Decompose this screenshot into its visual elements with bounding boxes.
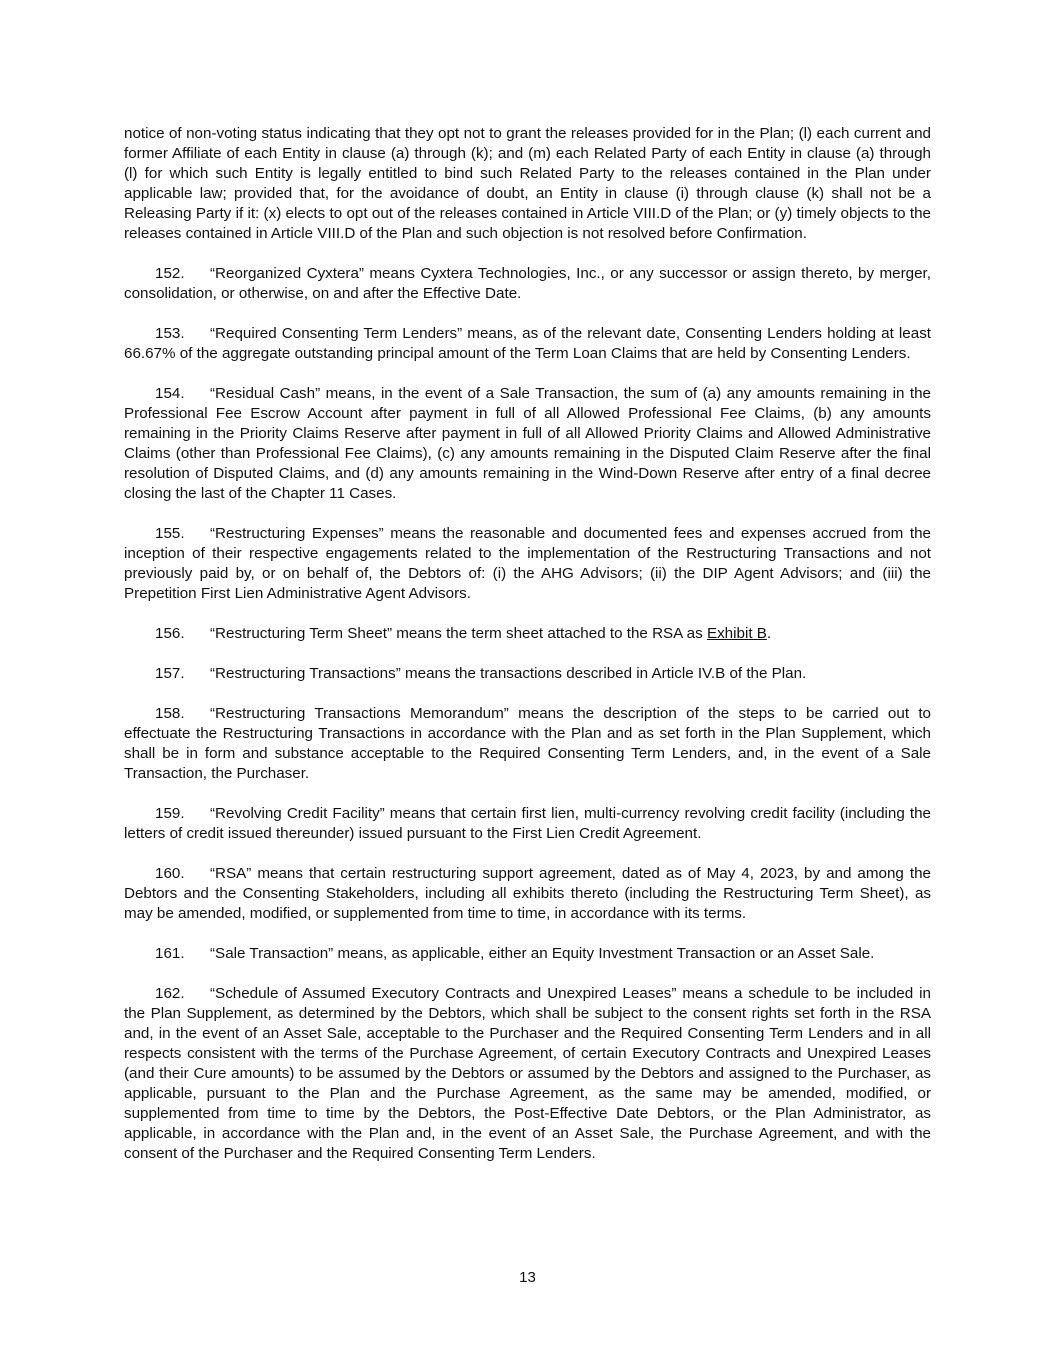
defined-term: “Restructuring Transactions” (210, 665, 401, 682)
definition-158 (124, 704, 931, 784)
definition-number: 158. (155, 705, 185, 722)
definition-text: means the description of the steps to be carried out to effectuate the Restructuring Transactions in accordance with the Plan and as set forth in the Plan Supplement, which shall be in form and substance acceptable to the Required Consenting Term Lenders, and, in the event of a Sale Transaction, the Purchaser. (124, 705, 931, 782)
definition-160 (124, 864, 931, 924)
definition-162 (124, 984, 931, 1164)
definition-number: 152. (155, 265, 185, 282)
definition-number: 161. (155, 945, 185, 962)
defined-term: “Restructuring Transactions Memorandum” (210, 705, 509, 722)
definition-text: means the reasonable and documented fees and expenses accrued from the inception of their respective engagements related to the implementation of the Restructuring Transactions and not previously paid by, or on behalf of, the Debtors of: (i) the AHG Advisors; (ii) the DIP Agent Advisors; and (iii) the Prepetition First Lien Administrative Agent Advisors. (124, 525, 931, 602)
defined-term: “Restructuring Term Sheet” (210, 625, 393, 642)
definition-157 (124, 664, 931, 684)
definition-text-end: . (766, 625, 772, 642)
definition-text: means the term sheet attached to the RSA as (392, 625, 707, 642)
definition-161 (124, 944, 931, 964)
defined-term: “Restructuring Expenses” (210, 525, 384, 542)
definition-text: means, as applicable, either an Equity Investment Transaction or an Asset Sale. (333, 945, 875, 962)
definition-number: 160. (155, 865, 185, 882)
definition-text: means a schedule to be included in the Plan Supplement, as determined by the Debtors, which shall be subject to the consent rights set forth in the RSA and, in the event of an Asset Sale, acceptable to the Purchaser and the Required Consenting Term Lenders and in all respects consistent with the terms of the Purchase Agreement, of certain Executory Contracts and Unexpired Leases (and their Cure amounts) to be assumed by the Debtors or assumed by the Debtors and assigned to the Purchaser, as applicable, pursuant to the Plan and the Purchase Agreement, as the same may be amended, modified, or supplemented from time to time by the Debtors, the Post-Effective Date Debtors, or the Plan Administrator, as applicable, in accordance with the Plan and, in the event of an Asset Sale, the Purchase Agreement, and with the consent of the Purchaser and the Required Consenting Term Lenders. (124, 985, 931, 1162)
page-number: 13 (519, 1269, 536, 1286)
definition-number: 159. (155, 805, 185, 822)
definition-156 (124, 624, 931, 644)
definition-154 (124, 384, 931, 504)
definition-text: means Cyxtera Technologies, Inc., or any successor or assign thereto, by merger, consolidation, or otherwise, on and after the Effective Date. (124, 265, 931, 302)
definition-153 (124, 324, 931, 364)
defined-term: “RSA” (210, 865, 252, 882)
defined-term: “Sale Transaction” (210, 945, 334, 962)
defined-term: “Required Consenting Term Lenders” (210, 325, 463, 342)
definition-text: means that certain first lien, multi-currency revolving credit facility (including the letters of credit issued thereunder) issued pursuant to the First Lien Credit Agreement. (124, 805, 931, 842)
definition-number: 156. (155, 625, 185, 642)
definition-text: means the transactions described in Article IV.B of the Plan. (400, 665, 807, 682)
definition-text: means that certain restructuring support agreement, dated as of May 4, 2023, by and among the Debtors and the Consenting Stakeholders, including all exhibits thereto (including the Restructuring Term Sheet), as may be amended, modified, or supplemented from time to time, in accordance with its terms. (124, 865, 931, 922)
definition-155 (124, 524, 931, 604)
definition-number: 157. (155, 665, 185, 682)
continuation-paragraph: notice of non-voting status indicating that they opt not to grant the releases provided for in the Plan; (l) each current and former Affiliate of each Entity in clause (a) through (k); and (m) each Related Party of each Entity in clause (a) through (l) for which such Entity is legally entitled to bind such Related Party to the releases contained in the Plan under applicable law; provided that, for the avoidance of doubt, an Entity in clause (i) through clause (k) shall not be a Releasing Party if it: (x) elects to opt out of the releases contained in Article VIII.D of the Plan; or (y) timely objects to the releases contained in Article VIII.D of the Plan and such objection is not resolved before Confirmation. (124, 125, 931, 242)
definition-159 (124, 804, 931, 844)
definition-number: 155. (155, 525, 185, 542)
definition-number: 153. (155, 325, 185, 342)
defined-term: “Schedule of Assumed Executory Contracts and Unexpired Leases” (210, 985, 677, 1002)
exhibit-b-reference: Exhibit B (706, 625, 767, 642)
document-page (124, 124, 931, 1184)
definition-number: 154. (155, 385, 185, 402)
defined-term: “Revolving Credit Facility” (210, 805, 385, 822)
definition-number: 162. (155, 985, 185, 1002)
definition-text: means, in the event of a Sale Transaction, the sum of (a) any amounts remaining in the Professional Fee Escrow Account after payment in full of all Allowed Professional Fee Claims, (b) any amounts remaining in the Priority Claims Reserve after payment in full of all Allowed Priority Claims and Allowed Administrative Claims (other than Professional Fee Claims), (c) any amounts remaining in the Disputed Claim Reserve after the final resolution of Disputed Claims, and (d) any amounts remaining in the Wind-Down Reserve after entry of a final decree closing the last of the Chapter 11 Cases. (124, 385, 931, 502)
defined-term: “Residual Cash” (210, 385, 321, 402)
definition-text: means, as of the relevant date, Consenting Lenders holding at least 66.67% of the aggregate outstanding principal amount of the Term Loan Claims that are held by Consenting Lenders. (124, 325, 932, 362)
definition-152 (124, 264, 931, 304)
defined-term: “Reorganized Cyxtera” (210, 265, 364, 282)
